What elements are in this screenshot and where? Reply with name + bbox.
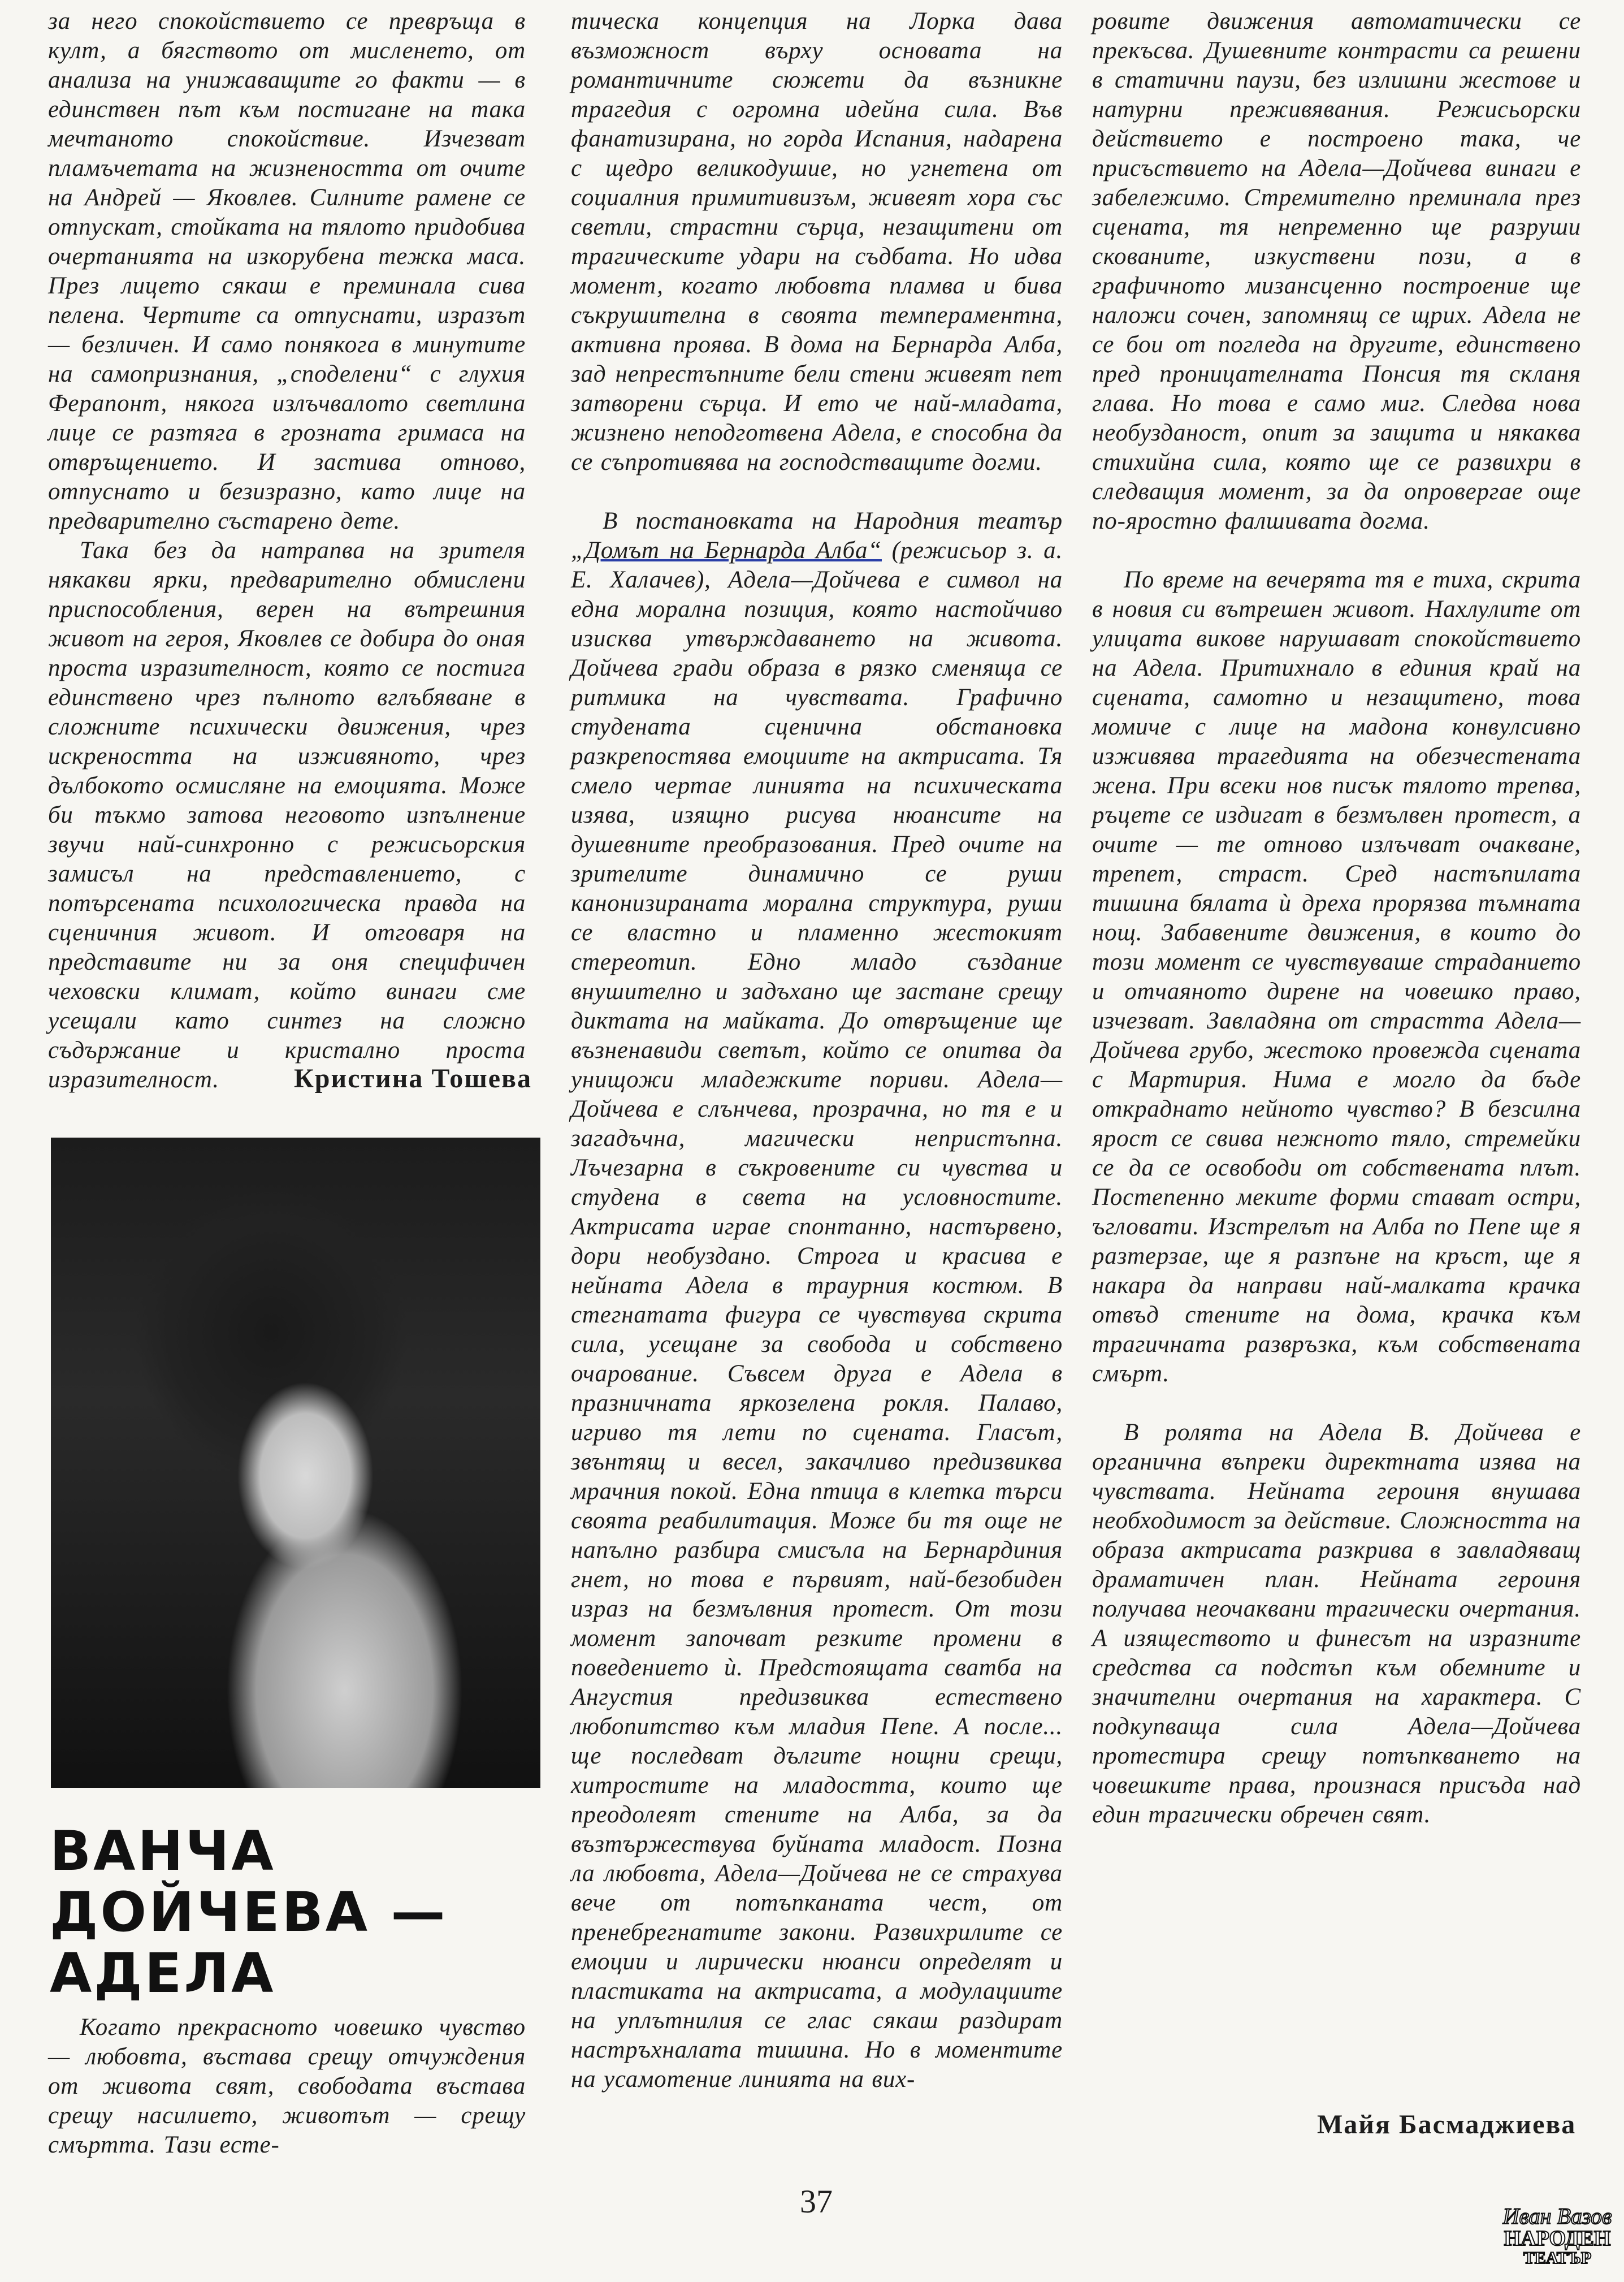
article-column-3: [1092, 7, 1581, 1830]
paragraph: Така без да натрапва на зрителя някакви ярки, предварително обмислени приспособления, верен на вътрешния живот на героя, Яковлев се добира до оная проста изразителност, която се постига единствено чрез пълното вглъбяване в сложните психически движения, чрез искреността на изживяното, чрез дълбокото осмисляне на емоцията. Може би тъкмо затова неговото изпълнение звучи най-синхронно с режисьорския замисъл на представлението, с потърсената психологическа правда на сценичния живот. И отговаря на представите ни за оня специфичен чеховски климат, който винаги сме усещали като синтез на сложно съдържание и кристално проста изразителност.: [48, 537, 526, 1093]
paragraph: тическа концепция на Лорка дава възможност върху основата на романтичните сюжети да възникне трагедия с огромна идейна сила. Във фанатизирана, но горда Испания, надарена с щедро великодушие, но угнетена от социалния примитивизъм, живеят хора със светли, страстни сърца, незащитени от трагическите удари на съдбата. Но идва момент, когато любовта пламва и бива съкрушителна в своята темпераментна, активна проява. В дома на Бернарда Алба, зад непрестъпните бели стени живеят пет затворени сърца. И ето че най-младата, жизнено неподготвена Адела, е способна да се съпротивява на господстващите догми.: [571, 8, 1063, 476]
text: (режисьор з. а. Е. Халачев), Адела—Дойчева е символ на една морална позиция, която настойчиво изисква утвърждаването на живота. Дойчева гради образа в рязко сменяща се ритмика на чувствата. Графично студената сценична обстановка разкрепостява емоциите на актрисата. Тя смело чертае линията на психическата изява, изящно рисува нюансите на душевните преобразования. Пред очите на зрителите динамично се руши канонизираната морална структура, руши се властно и пламенно жестокият стереотип. Едно младо създание внушително и задъхано ще застане срещу диктата на майката. До отвръщение ще възненавиди светът, който се опитва да унищожи младежките пориви. Адела—Дойчева е слънчева, прозрачна, но тя е и загадъчна, магически непристъпна. Лъчезарна в съкровените си чувства и студена в света на условностите. Актрисата играе спонтанно, настървено, дори необуздано. Строга и красива е нейната Адела в траурния костюм. В стегнатата фигура се чувствува скрита сила, усещане за свобода и собствено очарование. Съвсем друга е Адела в празничната яркозелена рокля. Палаво, игриво тя лети по сцената. Гласът, звънтящ и весел, закачливо предизвиква мрачния покой. Една птица в клетка търси своята реабилитация. Може би тя още не напълно разбира смисъла на Бернардиния гнет, но това е първият, най-безобиден израз на безмълвния протест. От този момент започват резките промени в поведението ѝ. Предстоящата сватба на Ангустия предизвиква естествено любопитство към младия Пепе. А после... ще последват дългите нощни срещи, хитростите на младостта, които ще преодолеят стените на Алба, за да възтържествува буйната младост. Позна ла любовта, Адела—Дойчева не се страхува вече от потъпканата чест, от пренебрегнатите закони. Развихрилите се емоции и лирически нюанси определят и пластиката на актрисата, а модулациите на уплътнилия се глас сякаш раздират настръхналата тишина. Но в моментите на усамотение линията на вих-: [571, 537, 1063, 2093]
logo-signature: Иван Вазов: [1502, 2203, 1612, 2229]
play-title-underlined: „Домът на Бернарда Алба“: [571, 537, 882, 564]
logo-line: ТЕАТЪР: [1523, 2249, 1592, 2267]
headline-line: ВАНЧА: [50, 1819, 276, 1883]
actress-portrait-photo: [51, 1138, 540, 1788]
headline-line: АДЕЛА: [50, 1942, 276, 2005]
headline-line: ДОЙЧЕВА —: [50, 1881, 448, 1944]
paragraph: ровите движения автоматически се прекъсва. Душевните контрасти са решени в статични паузи, без излишни жестове и натурни преживявания. Режисьорски действието е построено така, че присъствието на Адела—Дойчева винаги е забележимо. Стремително преминала през сцената, тя непременно ще разруши скованите, изкуствени пози, а в графичното мизансценно построение ще наложи сочен, запомнящ се щрих. Адела не се бои от погледа на другите, единствено пред проницателната Понсия тя скланя глава. Но това е само миг. Следва нова необузданост, опит за защита и някаква стихийна сила, която ще се развихри в следващия момент, за да опровергае още по-яростно фалшивата догма.: [1092, 8, 1581, 534]
page-number: 37: [800, 2183, 833, 2220]
article-column-1: [48, 7, 526, 1095]
article-headline: [50, 1821, 448, 2004]
paragraph: По време на вечерята тя е тиха, скрита в новия си вътрешен живот. Нахлулите от улицата викове нарушават спокойствието на Адела. Притихнало в единия край на сцената, самотно и незащитено, това момиче с лице на мадона конвулсивно изживява трагедията на обезчестената жена. При всеки нов писък тялото трепва, ръцете се издигат в безмълвен протест, а очите — те отново излъчват очакване, трепет, страст. Сред настъпилата тишина бялата ѝ дреха прорязва тъмната нощ. Забавените движения, в които до този момент се чувствуваше страданието и отчаяното дирене на човешко право, изчезват. Завладяна от страстта Адела—Дойчева грубо, жестоко провежда сцената с Мартирия. Нима е могло да бъде откраднато нейното чувство? В безсилна ярост се свива нежното тяло, стремейки се да се освободи от собствената плът. Постепенно меките форми стават остри, ъгловати. Изстрелът на Алба по Пепе ще я разтерзае, ще я разпъне на кръст, ще я накара да направи най-малката крачка отвъд стените на дома, крачка към трагичната развръзка, към собствената смърт.: [1092, 567, 1581, 1387]
author-signature: Кристина Тошева: [294, 1064, 532, 1094]
paragraph: В ролята на Адела В. Дойчева е органична въпреки директната изява на чувствата. Нейната героиня внушава необходимост за действие. Сложността на образа актрисата разкрива в завладяващ драматичен план. Нейната героиня получава неочаквани трагически очертания. А изяществото и финесът на изразните средства са подстъп към обемните и значителни очертания на характера. С подкупваща сила Адела—Дойчева протестира срещу потъпкването на човешките права, произнася присъда над един трагически обречен свят.: [1092, 1419, 1581, 1828]
paragraph: за него спокойствието се превръща в култ, а бягството от мисленето, от анализа на унижаващите го факти — в единствен път към постигане на така мечтаното спокойствие. Изчезват пламъчетата на жизнеността от очите на Андрей — Яковлев. Силните рамене се отпускат, стойката на тялото придобива очертанията на изкорубена тежка маса. През лицето сякаш е преминала сива пелена. Чертите са отпуснати, изразът — безличен. И само понякога в минутите на самопризнания, „споделени“ с глухия Ферапонт, някога излъчвалото светлина лице се разтяга в грозната гримаса на отвръщението. И застива отново, отпуснато и безизразно, като лице на предварително състарено дете.: [48, 8, 526, 534]
article-column-2: [571, 7, 1063, 2094]
paragraph: [571, 507, 1063, 2094]
author-signature: Майя Басмаджиева: [1317, 2110, 1577, 2140]
text: В постановката на Народния театър: [603, 508, 1063, 534]
logo-line: НАРОДЕН: [1504, 2227, 1611, 2250]
national-theatre-logo: [1498, 2205, 1617, 2267]
article-intro: [48, 2013, 526, 2160]
paragraph: Когато прекрасното човешко чувство — любовта, въстава срещу отчуждения от живота свят, свободата въстава срещу насилието, животът — срещу смъртта. Тази есте-: [48, 2014, 526, 2158]
